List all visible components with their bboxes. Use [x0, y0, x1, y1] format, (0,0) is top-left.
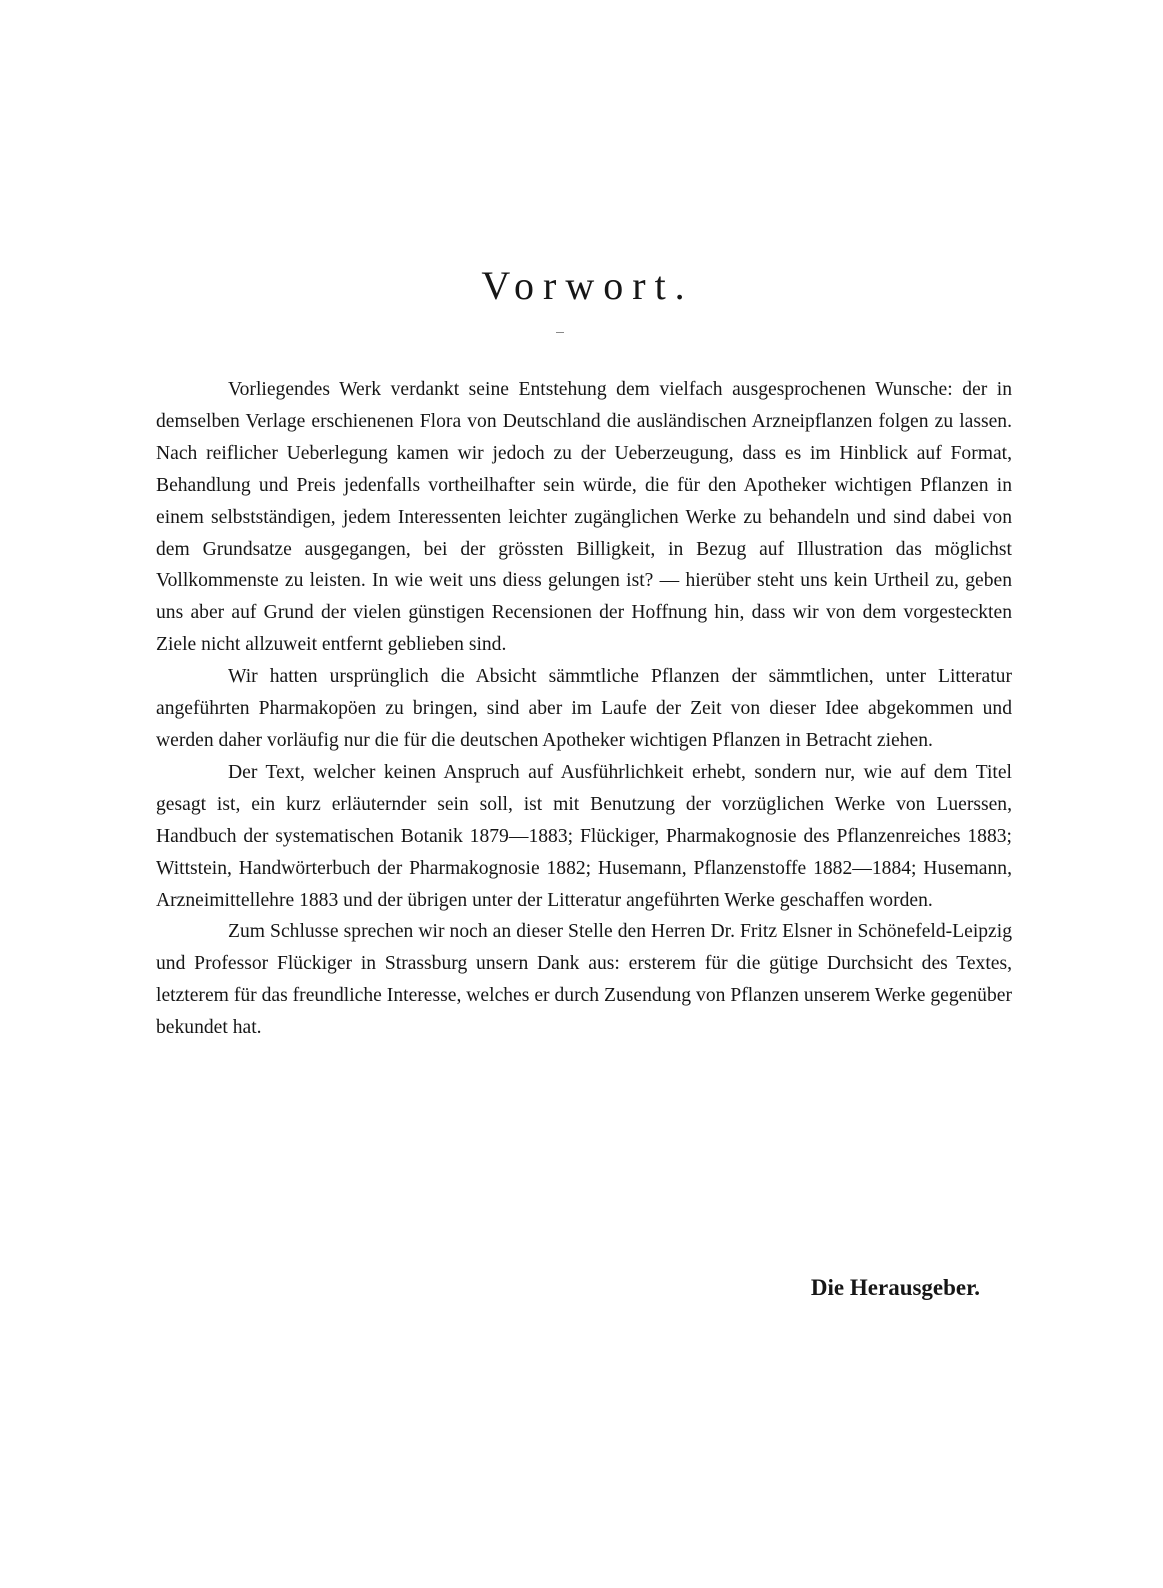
title-divider — [556, 332, 564, 333]
paragraph-4: Zum Schlusse sprechen wir noch an dieser Stelle den Herren Dr. Fritz Elsner in Schönefeld-Leipzig und Professor Flückiger in Strassburg unsern Dank aus: ersterem für die gütige Durchsicht des Textes, letzterem für das freundliche Interesse, welches er durch Zusendung von Pflanzen unserem Werke gegenüber bekundet hat. — [156, 921, 1012, 1039]
signature: Die Herausgeber. — [810, 1275, 980, 1300]
paragraph-3: Der Text, welcher keinen Anspruch auf Ausführlichkeit erhebt, sondern nur, wie auf dem Titel gesagt ist, ein kurz erläuternder sein soll, ist mit Benutzung der vorzüglichen Werke von Luerssen, Handbuch der systematischen Botanik 1879—1883; Flückiger, Pharmakognosie des Pflanzenreiches 1883; Wittstein, Handwörterbuch der Pharmakognosie 1882; Husemann, Pflanzenstoffe 1882—1884; Husemann, Arzneimittellehre 1883 und der übrigen unter der Litteratur angeführten Werke geschaffen worden. — [156, 761, 1012, 911]
preface-body — [156, 374, 1012, 1044]
paragraph-1: Vorliegendes Werk verdankt seine Entstehung dem vielfach ausgesprochenen Wunsche: der in demselben Verlage erschienenen Flora von Deutschland die ausländischen Arzneipflanzen folgen zu lassen. Nach reiflicher Ueberlegung kamen wir jedoch zu der Ueberzeugung, dass es im Hinblick auf Format, Behandlung und Preis jedenfalls vortheilhafter sein würde, die für den Apotheker wichtigen Pflanzen in einem selbstständigen, jedem Interessenten leichter zugänglichen Werke zu behandeln und sind dabei von dem Grundsatze ausgegangen, bei der grössten Billigkeit, in Bezug auf Illustration das möglichst Vollkommenste zu leisten. In wie weit uns diess gelungen ist? — hierüber steht uns kein Urtheil zu, geben uns aber auf Grund der vielen günstigen Recensionen der Hoffnung hin, dass wir von dem vorgesteckten Ziele nicht allzuweit entfernt geblieben sind. — [156, 379, 1012, 656]
page-title: Vorwort. — [481, 263, 694, 308]
paragraph-2: Wir hatten ursprünglich die Absicht sämmtliche Pflanzen der sämmtlichen, unter Litteratur angeführten Pharmakopöen zu bringen, sind aber im Laufe der Zeit von dieser Idee abgekommen und werden daher vorläufig nur die für die deutschen Apotheker wichtigen Pflanzen in Betracht ziehen. — [156, 666, 1012, 751]
